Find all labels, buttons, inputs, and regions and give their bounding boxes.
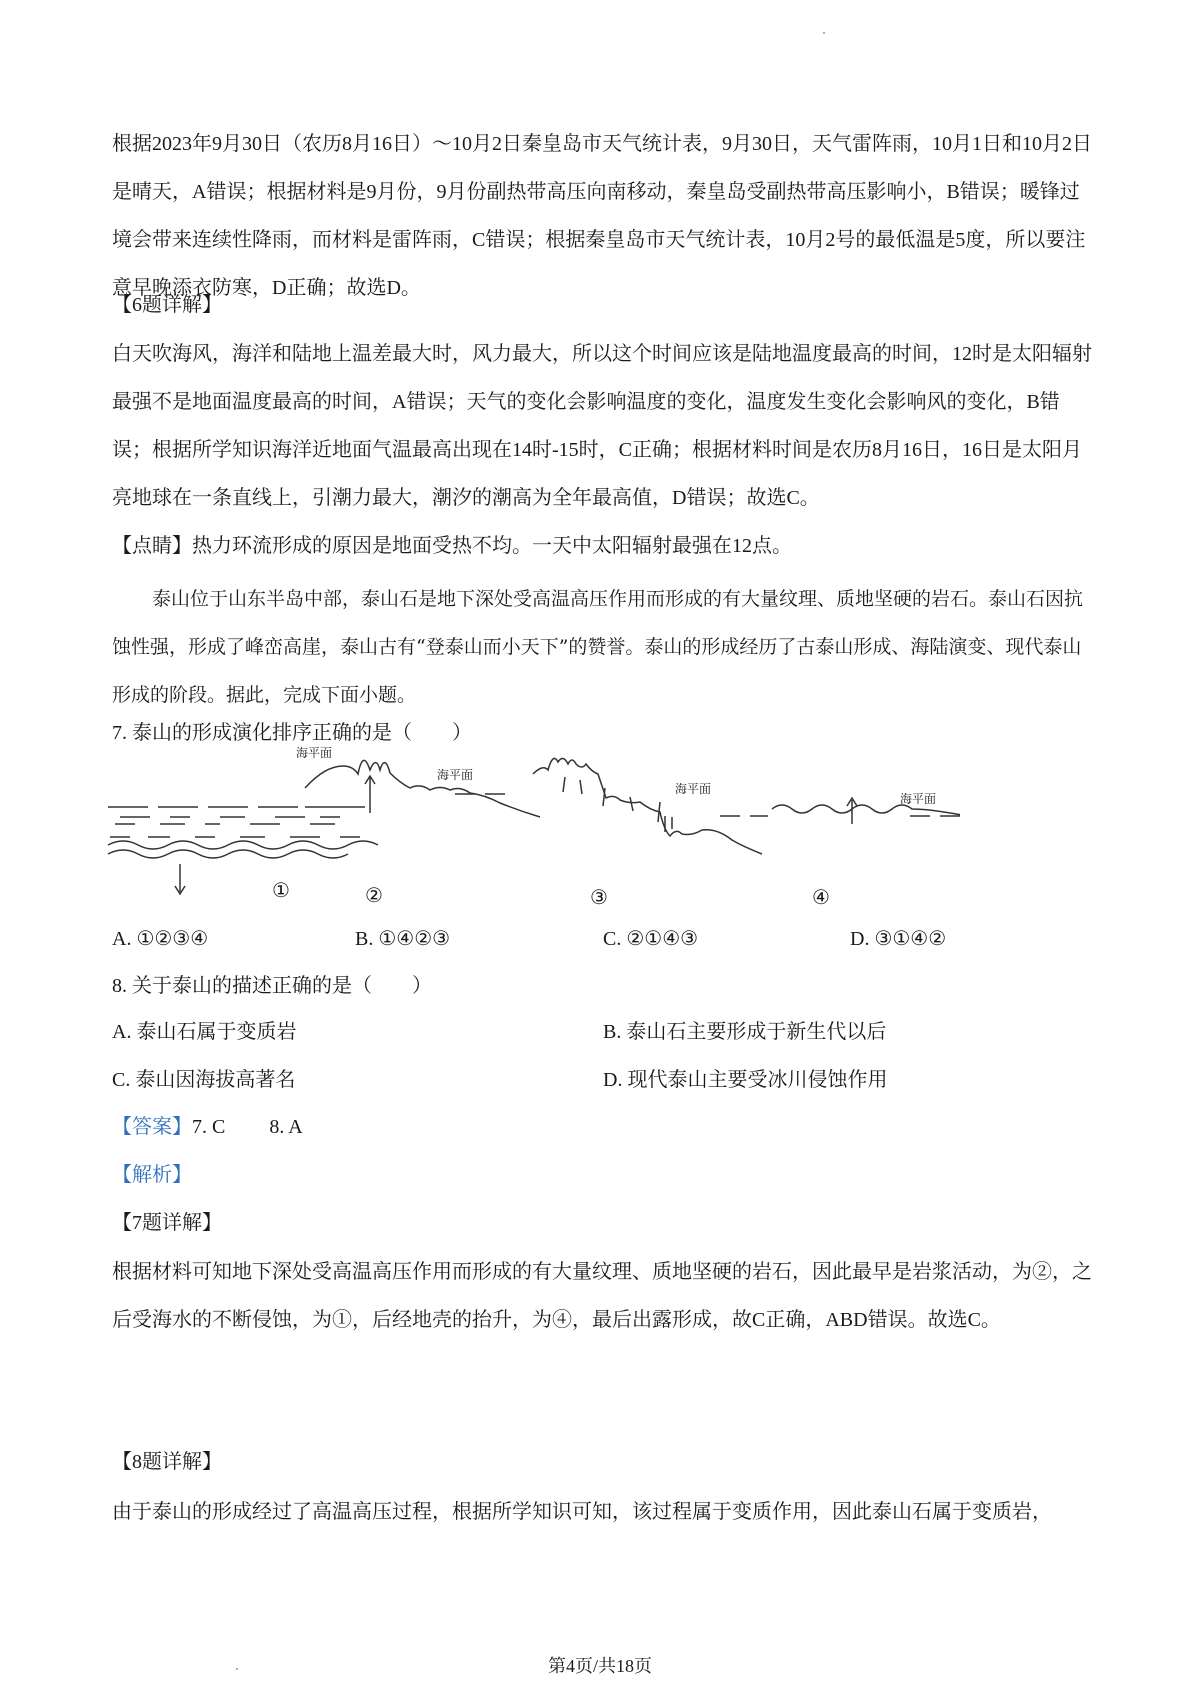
q5-detail-paragraph: 根据2023年9月30日（农历8月16日）～10月2日秦皇岛市天气统计表，9月30日，天气雷阵雨，10月1日和10月2日是晴天，A错误；根据材料是9月份，9月份副热带高压向南移动，秦皇岛受副热带高压影响小，B错误；暖锋过境会带来连续性降雨，而材料是雷阵雨，C错误；根据秦皇岛市天气统计表，10月2号的最低温是5度，所以要注意早晚添衣防寒，D正确；故选D。 [112, 133, 1092, 299]
q8-stem: 8. 关于泰山的描述正确的是（ ） [112, 975, 432, 997]
q6-detail-paragraph: 白天吹海风，海洋和陆地上温差最大时，风力最大，所以这个时间应该是陆地温度最高的时间，12时是太阳辐射最强不是地面温度最高的时间，A错误；天气的变化会影响温度的变化，温度发生变化会影响风的变化，B错误；根据所学知识海洋近地面气温最高出现在14时-15时，C正确；根据材料时间是农历8月16日，16日是太阳月亮地球在一条直线上，引潮力最大，潮汐的潮高为全年最高值，D错误；故选C。 [112, 343, 1092, 509]
scan-speck [236, 1668, 238, 1670]
material-paragraph: 泰山位于山东半岛中部，泰山石是地下深处受高温高压作用而形成的有大量纹理、质地坚硬的岩石。泰山石因抗蚀性强，形成了峰峦高崖，泰山古有“登泰山而小天下”的赞誉。泰山的形成经历了古泰山形成、海陆演变、现代泰山形成的阶段。据此，完成下面小题。 [112, 588, 1084, 706]
scan-speck [823, 32, 825, 34]
answer-label: 【答案】 [112, 1116, 192, 1138]
answer-line [112, 1112, 303, 1142]
formation-stages-diagram [100, 752, 960, 912]
q7-option-b: B. ①④②③ [355, 928, 451, 950]
stage-1-sea-sediment [108, 807, 378, 894]
figure-number-3: ③ [590, 887, 608, 909]
q8-detail-heading: 【8题详解】 [112, 1451, 222, 1473]
sea-level-label: 海平面 [437, 768, 474, 782]
q8-option-a: A. 泰山石属于变质岩 [112, 1021, 297, 1043]
q7-option-d: D. ③①④② [850, 928, 947, 950]
answer-value-7: 7. C [192, 1116, 226, 1138]
q8-option-b: B. 泰山石主要形成于新生代以后 [603, 1021, 887, 1043]
q7-detail-heading: 【7题详解】 [112, 1212, 222, 1234]
analysis-label: 【解析】 [112, 1164, 192, 1186]
figure-number-1: ① [272, 880, 290, 902]
q8-detail-paragraph: 由于泰山的形成经过了高温高压过程，根据所学知识可知，该过程属于变质作用，因此泰山石属于变质岩， [112, 1501, 1052, 1523]
q7-option-c: C. ②①④③ [603, 928, 699, 950]
q7-option-a: A. ①②③④ [112, 928, 209, 950]
point-note: 【点睛】热力环流形成的原因是地面受热不均。一天中太阳辐射最强在12点。 [112, 535, 792, 557]
formation-stages-figure [100, 746, 960, 912]
sea-level-label: 海平面 [675, 782, 712, 796]
answer-value-8: 8. A [269, 1116, 303, 1138]
figure-number-4: ④ [812, 887, 830, 909]
sea-level-label: 海平面 [900, 792, 937, 806]
stage-3-cliffs [533, 758, 768, 854]
q7-stem: 7. 泰山的形成演化排序正确的是（ ） [112, 722, 472, 744]
sea-level-label: 海平面 [296, 746, 333, 760]
q8-option-c: C. 泰山因海拔高著名 [112, 1069, 296, 1091]
figure-number-2: ② [365, 885, 383, 907]
q8-option-d: D. 现代泰山主要受冰川侵蚀作用 [603, 1069, 888, 1091]
q6-detail-heading: 【6题详解】 [112, 294, 222, 316]
page-footer: 第4页/共18页 [547, 1656, 652, 1676]
q7-detail-paragraph: 根据材料可知地下深处受高温高压作用而形成的有大量纹理、质地坚硬的岩石，因此最早是岩浆活动，为②，之后受海水的不断侵蚀，为①，后经地壳的抬升，为④，最后出露形成，故C正确，ABD错误。故选C。 [112, 1261, 1092, 1331]
stage-2-mountain-uplift [305, 760, 540, 817]
